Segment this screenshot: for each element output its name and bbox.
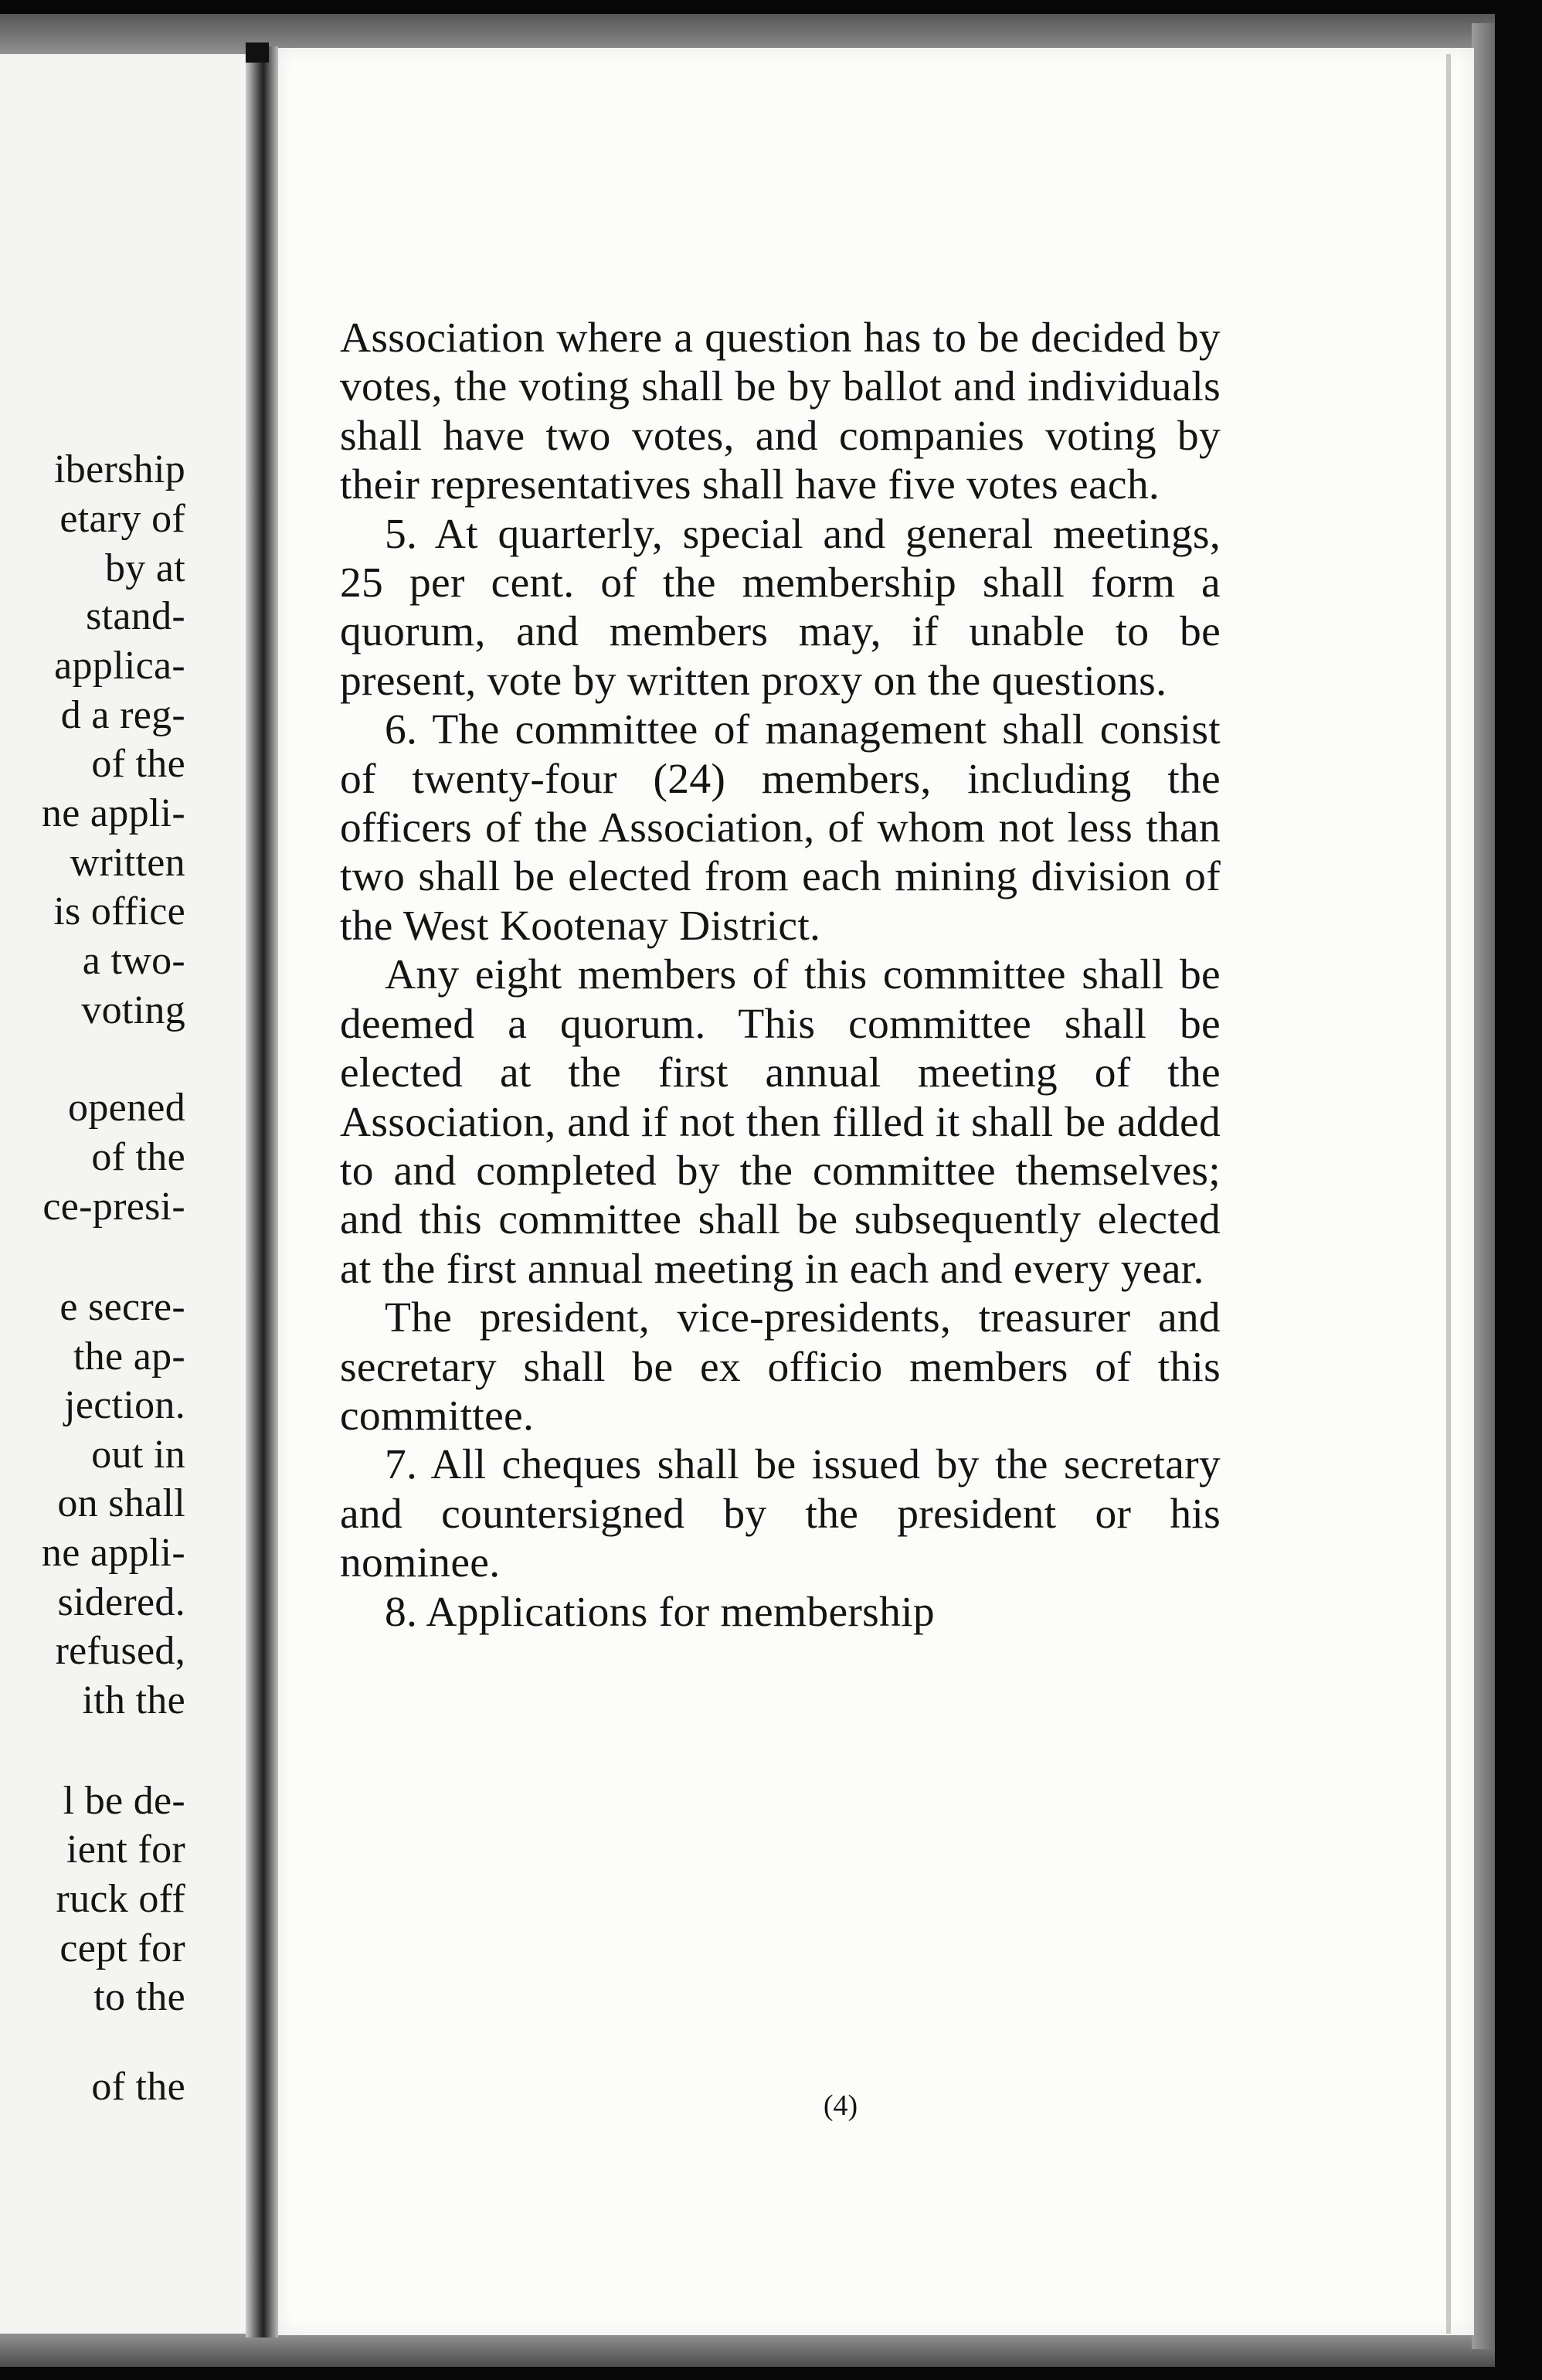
left-line: voting — [81, 988, 185, 1032]
cover-right-edge — [1472, 23, 1495, 2349]
left-line: the ap- — [73, 1334, 185, 1379]
paragraph-quorum: Any eight members of this committee shall be deemed a quorum. This committee shall be elected at the first annual meeting of the Association, and if not then filled it shall be added to and completed by the committee themselves; and this committee shall be subsequently elected at the first annual meeting in each and every year. — [340, 951, 1221, 1293]
paragraph: Association where a question has to be decided by votes, the voting shall be by ballot and individuals shall have two votes, and companies voting by their representatives shall have five votes each. — [340, 314, 1221, 509]
paragraph-section-7: 7. All cheques shall be issued by the secretary and countersigned by the president or his nominee. — [340, 1441, 1221, 1587]
left-line: written — [70, 841, 185, 885]
left-line: of the — [91, 1135, 185, 1179]
left-line: on shall — [57, 1481, 185, 1525]
left-line: to the — [93, 1975, 185, 2019]
gutter-shadow — [246, 42, 269, 63]
left-line: ne appli- — [41, 1531, 185, 1575]
paragraph-section-5: 5. At quarterly, special and general meetings, 25 per cent. of the membership shall form a quorum, and members may, if unable to be present, vote by written proxy on the questions. — [340, 510, 1221, 705]
left-line: out in — [91, 1433, 185, 1477]
right-page-body — [340, 314, 1221, 1637]
cover-bottom-edge — [0, 2330, 1495, 2367]
left-line: sidered. — [57, 1580, 185, 1624]
left-line: cept for — [59, 1926, 185, 1970]
left-line: of the — [91, 742, 185, 786]
left-line: ce-presi- — [42, 1185, 185, 1229]
left-line: stand- — [86, 594, 185, 638]
right-page-edge — [1446, 54, 1451, 2334]
left-line: is office — [53, 889, 185, 933]
left-line: e secre- — [59, 1285, 185, 1329]
left-line: etary of — [59, 497, 185, 541]
paragraph-ex-officio: The president, vice-presidents, treasurer and secretary shall be ex officio members of this committee. — [340, 1294, 1221, 1440]
book-gutter — [246, 46, 278, 2338]
left-facing-page — [0, 54, 246, 2334]
left-line: d a reg- — [60, 693, 185, 737]
left-line: of the — [91, 2065, 185, 2109]
left-line: ibership — [54, 447, 185, 491]
page-number: (4) — [823, 2089, 858, 2122]
left-line: l be de- — [63, 1779, 185, 1823]
left-line: ne appli- — [41, 791, 185, 835]
left-line: applica- — [54, 644, 185, 688]
paragraph-section-8: 8. Applications for membership — [385, 1588, 935, 1636]
left-line: ruck off — [56, 1877, 185, 1921]
left-line: jection. — [64, 1383, 185, 1427]
left-line: refused, — [55, 1629, 185, 1673]
left-line: opened — [68, 1086, 185, 1130]
paragraph-section-6: 6. The committee of management shall consist of twenty-four (24) members, including the officers of the Association, of whom not less than two shall be elected from each mining division of the West Kootenay District. — [340, 706, 1221, 950]
left-line: a two- — [82, 939, 185, 983]
left-line: ith the — [82, 1678, 185, 1722]
left-line: by at — [104, 546, 185, 590]
left-line: ient for — [66, 1828, 185, 1872]
